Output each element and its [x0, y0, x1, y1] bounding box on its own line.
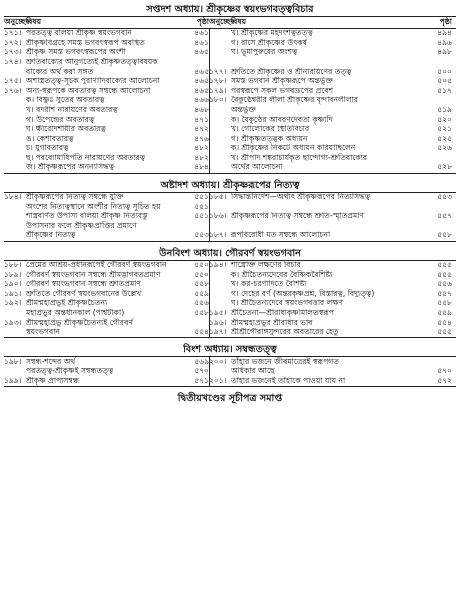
- index-row: [4, 29, 456, 39]
- index-row: [4, 299, 456, 309]
- index-row: [4, 67, 456, 77]
- entry-subject: ক। শ্রীকৃষ্ণের নিকটে অধ্যয়ন করিয়াছিলেন: [231, 143, 356, 153]
- chapter-18-entries: [4, 193, 456, 241]
- entry-page: ৫২১: [437, 124, 452, 134]
- entry-page: ৪৭২: [194, 124, 209, 134]
- index-row: [4, 367, 456, 377]
- entry-number: ১৭৩।: [4, 47, 22, 57]
- index-row: [4, 58, 456, 68]
- chapter-20-entries: [4, 357, 456, 386]
- entry-subject: শ্রীকৃষ্ণের নিত্যত্ব: [26, 231, 76, 240]
- entry-number: ১৯৫।: [209, 308, 227, 318]
- entry-page: ৪৯৪: [437, 28, 452, 38]
- entry-page: ৫৫৮: [437, 230, 452, 240]
- entry-subject: অর্থের আলোচনা: [231, 163, 283, 172]
- entry-number: ১৮৮।: [4, 260, 22, 270]
- header-subject-left: বিষয়: [26, 17, 42, 27]
- entry-subject: ক। শ্রীচৈতন্যদেবের বৈষ্ণিকবৈশিষ্ট্য: [231, 270, 333, 279]
- entry-subject: বাক্যের অর্থ করা সঙ্গত: [26, 67, 94, 76]
- entry-number: [209, 134, 231, 144]
- index-page: [4, 2, 456, 404]
- entry-subject: উপাসনার ফলে শ্রীকৃষ্ণপ্রাপ্তির প্রমাণে: [26, 221, 137, 230]
- entry-page: ৪৬১: [194, 37, 209, 47]
- entry-subject: প্রেমের আশ্রয়-প্রধানরূপেই গৌরবর্ণ স্বয়ংভগবান: [26, 260, 167, 270]
- index-row: [4, 280, 456, 290]
- entry-number: [209, 106, 231, 116]
- index-row: [4, 39, 456, 49]
- entry-number: [4, 202, 26, 212]
- entry-page: ৪৬৫: [194, 47, 209, 57]
- entry-subject: শ্রীমন্মহাপ্রভুর শ্রীরাধার ভাব: [231, 318, 313, 327]
- index-row: [4, 318, 456, 328]
- entry-number: [209, 39, 231, 49]
- entry-number: [4, 144, 26, 154]
- entry-number: [209, 270, 231, 280]
- entry-subject: ঘ। শ্রীচৈতন্যদেবে স্বয়ংভগবত্তার লক্ষণ: [231, 299, 344, 308]
- index-row: [4, 289, 456, 299]
- entry-page: ৫২৮: [437, 162, 452, 172]
- chapter-18-title: অষ্টাদশ অধ্যায়। শ্রীকৃষ্ণরূপের নিত্যত্ব: [160, 179, 300, 191]
- entry-subject: শ্রীকৃষ্ণ প্রাপ্যসম্বন্ধ: [26, 376, 79, 386]
- entry-page: ৪৯৮: [437, 47, 452, 57]
- entry-number: ১৮৬।: [209, 211, 227, 221]
- entry-page: ৫৫৯: [194, 288, 209, 298]
- index-row: [4, 144, 456, 154]
- index-row: [4, 48, 456, 58]
- header-section-right: অনুচ্ছেদ: [209, 17, 235, 27]
- entry-number: [209, 289, 231, 299]
- entry-page: ৪৮২: [194, 143, 209, 153]
- entry-number: ১৭৫।: [4, 76, 22, 86]
- entry-page: ৫৫৮: [194, 308, 209, 318]
- entry-subject: পরতত্ত্ব-শ্রীকৃষ্ণই সম্বন্ধতত্ত্ব: [26, 367, 114, 376]
- entry-page: ৪৯৬: [437, 37, 452, 47]
- entry-subject: ঘ। ক্ষীরোদশায়ীর অবতারত্ব: [26, 124, 106, 134]
- index-row: [4, 357, 456, 367]
- entry-subject: শ্রীকৃষ্ণ সমস্ত ভগবৎস্বরূপের অংশী: [26, 48, 126, 57]
- entry-number: [4, 134, 26, 144]
- header-page-left: পৃষ্ঠা: [196, 17, 209, 27]
- chapter-17-title: সপ্তদশ অধ্যায়। শ্রীকৃষ্ণের স্বয়ংভগবত্ত্ববিচার: [146, 4, 314, 15]
- index-row: [4, 328, 456, 338]
- entry-page: ৫৫৭: [437, 211, 452, 221]
- entry-page: ৫৭০: [437, 366, 452, 376]
- entry-subject: পরস্বরূপে সকল ভগবদ্রূপের প্রবেশ: [231, 86, 334, 95]
- entry-subject: অশাস্ত্রতত্ত্ব-সূচক পুরাণাদিবাক্যের আলোচনা: [26, 76, 160, 86]
- entry-subject: শ্রুতিবাক্যের আনুগত্যেই শ্রীকৃষ্ণতত্ত্ববিষয়ক: [26, 57, 158, 67]
- entry-page: ৪৭৬: [194, 133, 209, 143]
- entry-subject: শ্রুতিতে গৌরবর্ণ স্বয়ংভগবানের উল্লেখ: [26, 289, 142, 298]
- entry-number: ১৭৮।: [209, 76, 227, 86]
- index-row: [4, 96, 456, 106]
- entry-page: ৫৫৪: [437, 317, 452, 327]
- entry-subject: শ্রীকৃষ্ণরূপের নিত্যত্ব সম্বন্ধে যুক্তি: [26, 192, 124, 202]
- index-row: [4, 86, 456, 96]
- entry-subject: তাঁহার ভজনে জীবমাত্রেরই স্বরূপগত: [231, 357, 339, 366]
- entry-subject: ছ। পরব্যোমাধিপতি নারায়ণের অবতারত্ব: [26, 153, 146, 162]
- entry-subject: মহাপ্রভুর অন্তর্ধানকাল (পার্শ্বটীকা): [26, 308, 125, 318]
- entry-page: ৫৫১: [194, 211, 209, 221]
- entry-number: ১৭৬।: [4, 85, 22, 95]
- entry-subject: [231, 58, 429, 68]
- entry-page: ৫৫৫: [437, 260, 452, 270]
- entry-number: ১৮০।: [209, 95, 227, 105]
- entry-subject: শ্রীকৃষ্ণবিগ্রহে সমস্ত ভগবৎস্বরূপ অবস্থিত: [26, 38, 145, 47]
- entry-number: ১৮৯।: [4, 269, 22, 279]
- entry-subject: শ্রীশ্রীগৌরাঙ্গসুন্দরের অবতারের হেতু: [231, 327, 339, 337]
- entry-number: [4, 125, 26, 135]
- entry-number: ১৮৭।: [209, 230, 227, 240]
- entry-number: [4, 328, 26, 338]
- column-headers: [4, 17, 456, 28]
- entry-number: [209, 280, 231, 290]
- entry-number: [209, 58, 231, 68]
- index-row: [4, 77, 456, 87]
- index-row: [4, 202, 456, 212]
- entry-number: ২০০।: [209, 356, 227, 366]
- entry-subject: গৌরবর্ণ স্বয়ংভগবান সম্বন্ধে শ্রুতিপ্রমাণ: [26, 279, 141, 289]
- entry-subject: ঘ। ভূমাপুরুষের অংশত্ব: [231, 48, 298, 57]
- index-row: [4, 125, 456, 135]
- index-row: [4, 106, 456, 116]
- entry-page: ৫১৭: [437, 85, 452, 95]
- header-subject-right: বিষয়: [231, 17, 247, 27]
- entry-number: ১৭২।: [4, 37, 22, 47]
- index-row: [4, 309, 456, 319]
- entry-subject: জ। শ্রীকৃষ্ণরূপের অনন্যসিদ্ধত্ব: [26, 163, 115, 172]
- entry-number: [209, 153, 231, 163]
- entry-number: [209, 48, 231, 58]
- entry-page: [184, 58, 209, 68]
- entry-subject: খ। শ্রীকৃষ্ণের মহদংশত্বতত্ত্ব: [231, 28, 313, 38]
- entry-subject: ঙ। কেশাবতারত্ব: [26, 134, 74, 143]
- index-row: [4, 212, 456, 222]
- entry-number: [4, 115, 26, 125]
- entry-page: ৪৬৮: [194, 104, 209, 114]
- entry-number: ১৯৮।: [4, 356, 22, 366]
- entry-page: ৫৬৯: [194, 356, 209, 366]
- entry-subject: সমস্ত ভগবান শ্রীকৃষ্ণরূপে অন্তর্ভুক্ত: [231, 76, 333, 86]
- entry-subject: গ। রাসে শ্রীকৃষ্ণের উৎকর্ষ: [231, 38, 307, 47]
- entry-number: ১৯৬।: [209, 317, 227, 327]
- entry-number: [4, 96, 26, 106]
- entry-subject: সম্বন্ধ-শব্দের অর্থ: [26, 357, 76, 366]
- entry-number: [209, 115, 231, 125]
- entry-subject: স্বয়ংভগবান: [26, 327, 60, 337]
- entry-page: ৫৫৬: [194, 298, 209, 308]
- entry-page: ৫০৫: [437, 76, 452, 86]
- chapter-19-title: উনবিংশ অধ্যায়। গৌরবর্ণ স্বয়ংভগবান: [159, 247, 301, 259]
- entry-number: [4, 106, 26, 116]
- index-row: [4, 221, 456, 231]
- entry-number: ১৯৯।: [4, 376, 22, 386]
- entry-page: [429, 58, 452, 68]
- header-section-left: অনুচ্ছেদ: [4, 17, 30, 27]
- entry-page: ৫৫০: [194, 260, 209, 270]
- entry-number: [4, 163, 26, 173]
- entry-page: ৫৫৫: [437, 269, 452, 279]
- entry-number: [209, 125, 231, 135]
- entry-number: [4, 309, 26, 319]
- entry-number: ১৯১।: [4, 288, 22, 298]
- entry-page: ৫৫১: [194, 201, 209, 211]
- entry-page: ৫৫৫: [437, 327, 452, 337]
- entry-number: [209, 144, 231, 154]
- entry-page: ৪৮২: [194, 152, 209, 162]
- entry-page: ৫৫৬: [437, 279, 452, 289]
- entry-number: ১৯৩।: [4, 317, 22, 327]
- entry-number: ২০১।: [209, 376, 227, 386]
- entry-subject: অন্তর্ভুক্ত: [231, 105, 256, 114]
- entry-page: ৫১৯: [437, 104, 452, 114]
- index-row: [4, 153, 456, 163]
- entry-page: ৫৫৮: [194, 279, 209, 289]
- entry-page: ৪৬৫: [194, 85, 209, 95]
- entry-page: ৫৫১: [194, 192, 209, 202]
- entry-page: ৪৭১: [194, 114, 209, 124]
- entry-subject: ক। বৈকুণ্ঠের আবরণদেবতা কৃষ্ণাদি: [231, 115, 333, 124]
- entry-page: ৫২০: [437, 114, 452, 124]
- header-page-right: পৃষ্ঠা: [439, 17, 452, 27]
- entry-number: [209, 163, 231, 173]
- entry-subject: বৈকুণ্ঠেশ্বরীর লীলা শ্রীকৃষ্ণের বৃন্দাবনলীলার: [231, 95, 358, 105]
- index-row: [4, 115, 456, 125]
- entry-page: ৪৬৬: [194, 95, 209, 105]
- entry-subject: তাঁহার ভজনেই তাঁহাকে পাওয়া যায় না: [231, 376, 346, 386]
- entry-page: ৫৭১: [194, 376, 209, 386]
- entry-subject: খ। বদরীশ নারায়ণের অবতারত্ব: [26, 105, 118, 114]
- entry-page: ৫৭২: [437, 376, 452, 386]
- entry-subject: [231, 221, 429, 231]
- entry-page: ৫০০: [437, 66, 452, 76]
- entry-page: ৪৬৫: [194, 66, 209, 76]
- entry-number: ১৭৭।: [209, 66, 227, 76]
- entry-number: ১৯৭।: [209, 327, 227, 337]
- entry-subject: শাস্ত্রোক্ত লক্ষণের বিচার: [231, 260, 301, 270]
- index-row: [4, 377, 456, 387]
- entry-subject: অধিকার আছে: [231, 367, 275, 376]
- entry-subject: ক। বিষ্ণুঃ সুতের অবতারত্ব: [26, 95, 105, 105]
- divider: [4, 386, 456, 387]
- entry-subject: খ। কর-চরণাদিতে বৈশিষ্ট্য: [231, 279, 307, 289]
- entry-subject: চ। যুগাবতারত্ব: [26, 143, 69, 153]
- entry-subject: শ্রীমন্মহাপ্রভু শ্রীকৃষ্ণচৈতন্যই গৌরবর্ণ: [26, 318, 133, 327]
- index-row: [4, 231, 456, 241]
- entry-page: ৫৫০: [194, 269, 209, 279]
- entry-number: ১৭১।: [4, 28, 22, 38]
- entry-subject: সিদ্ধান্তনির্দেশ—অর্থাৎ শ্রীকৃষ্ণরূপের নিত্যসিদ্ধত্ব: [231, 192, 371, 202]
- entry-page: ৪৬৫: [194, 76, 209, 86]
- chapter-19-entries: [4, 261, 456, 338]
- entry-page: ৫৫৭: [437, 288, 452, 298]
- entry-number: ১৯৪।: [209, 260, 227, 270]
- index-row: [4, 270, 456, 280]
- entry-subject: গ। দেহের বর্ণ (অন্তরকৃষ্ণপ্রশ্ন, বিস্তারত্ব, বিদ্যুত্ত্ব): [231, 289, 375, 298]
- entry-page: ৫৫৯: [437, 308, 452, 318]
- entry-page: ৫৫৮: [437, 298, 452, 308]
- entry-number: ১৮৫।: [209, 192, 227, 202]
- entry-number: [4, 153, 26, 163]
- index-row: [4, 134, 456, 144]
- entry-subject: গৌরবর্ণ স্বয়ংভগবান সম্বন্ধে শ্রীমদ্ভাগবতপ্রমাণ: [26, 270, 161, 279]
- entry-page: ৪৮৪: [194, 162, 209, 172]
- entry-page: ৫২৫: [437, 133, 452, 143]
- entry-subject: গ। উপেন্দ্রের অবতারত্ব: [26, 115, 95, 124]
- entry-subject: খ। গোলোকের স্থিতিবিচার: [231, 124, 310, 134]
- entry-number: [4, 231, 26, 241]
- entry-number: ১৯২।: [4, 298, 22, 308]
- entry-subject: রূপবিরোধী মত সম্বন্ধে আলোচনা: [231, 231, 331, 240]
- index-end-note: দ্বিতীয়খণ্ডের সূচীপত্র সমাপ্ত: [177, 393, 283, 405]
- entry-number: ১৮৪।: [4, 192, 22, 202]
- chapter-20-title: বিংশ অধ্যায়। সম্বন্ধতত্ত্ব: [183, 344, 277, 356]
- index-row: [4, 163, 456, 173]
- chapter-17-entries: [4, 29, 456, 173]
- entry-page: ৫২৬: [437, 143, 452, 153]
- entry-number: ১৯০।: [4, 279, 22, 289]
- entry-subject: পরতত্ত্ব বলিয়া শ্রীকৃষ্ণ স্বয়ংভগবান: [26, 28, 132, 38]
- entry-number: ১৭৪।: [4, 57, 22, 67]
- entry-page: ৫৭০: [194, 366, 209, 376]
- entry-page: ৫৫৩: [437, 192, 452, 202]
- entry-subject: [231, 202, 429, 212]
- entry-subject: খ। শ্রীপাদ শঙ্করাচার্যকৃত ছান্দোগ্য-শ্রুতিবাক্যের: [231, 153, 368, 162]
- entry-number: [4, 221, 26, 231]
- index-row: [4, 193, 456, 203]
- entry-subject: শ্রীচৈতন্য—শ্রীরাধাকৃষ্ণমিলিতস্বরূপ: [231, 308, 335, 318]
- entry-subject: অংশের নিত্যত্বস্থানে অংশীর নিত্যত্ব সূচিত হয়: [26, 202, 161, 211]
- entry-subject: শ্রুতিতে শ্রীকৃষ্ণের ও শ্রীনারায়ণের তত্ত্ব: [231, 67, 352, 76]
- entry-subject: শ্রীকৃষ্ণরূপের নিত্যত্ব সম্বন্ধে শ্রুতি-স্মৃতিপ্রমাণ: [231, 211, 365, 221]
- index-row: [4, 261, 456, 271]
- entry-page: ৪৬১: [194, 28, 209, 38]
- entry-number: [4, 212, 26, 222]
- entry-subject: গ। শ্রীকৃষ্ণতত্ত্বক অধ্যয়ন: [231, 134, 308, 143]
- entry-subject: শাস্ত্রবর্ণিত উপাস্য বলিয়া শ্রীকৃষ্ণ নিত্যবস্তু: [26, 211, 148, 221]
- entry-subject: অন্য-স্বরূপকে অবতারত্ব সম্বন্ধে আলোচনা: [26, 86, 151, 95]
- entry-subject: শ্রীমন্মহাপ্রভুই শ্রীকৃষ্ণচৈতন্য: [26, 299, 108, 308]
- entry-number: [209, 29, 231, 39]
- entry-page: ৫৫৩: [194, 230, 209, 240]
- entry-page: ৫৫৪: [194, 327, 209, 337]
- entry-number: ১৭৯।: [209, 85, 227, 95]
